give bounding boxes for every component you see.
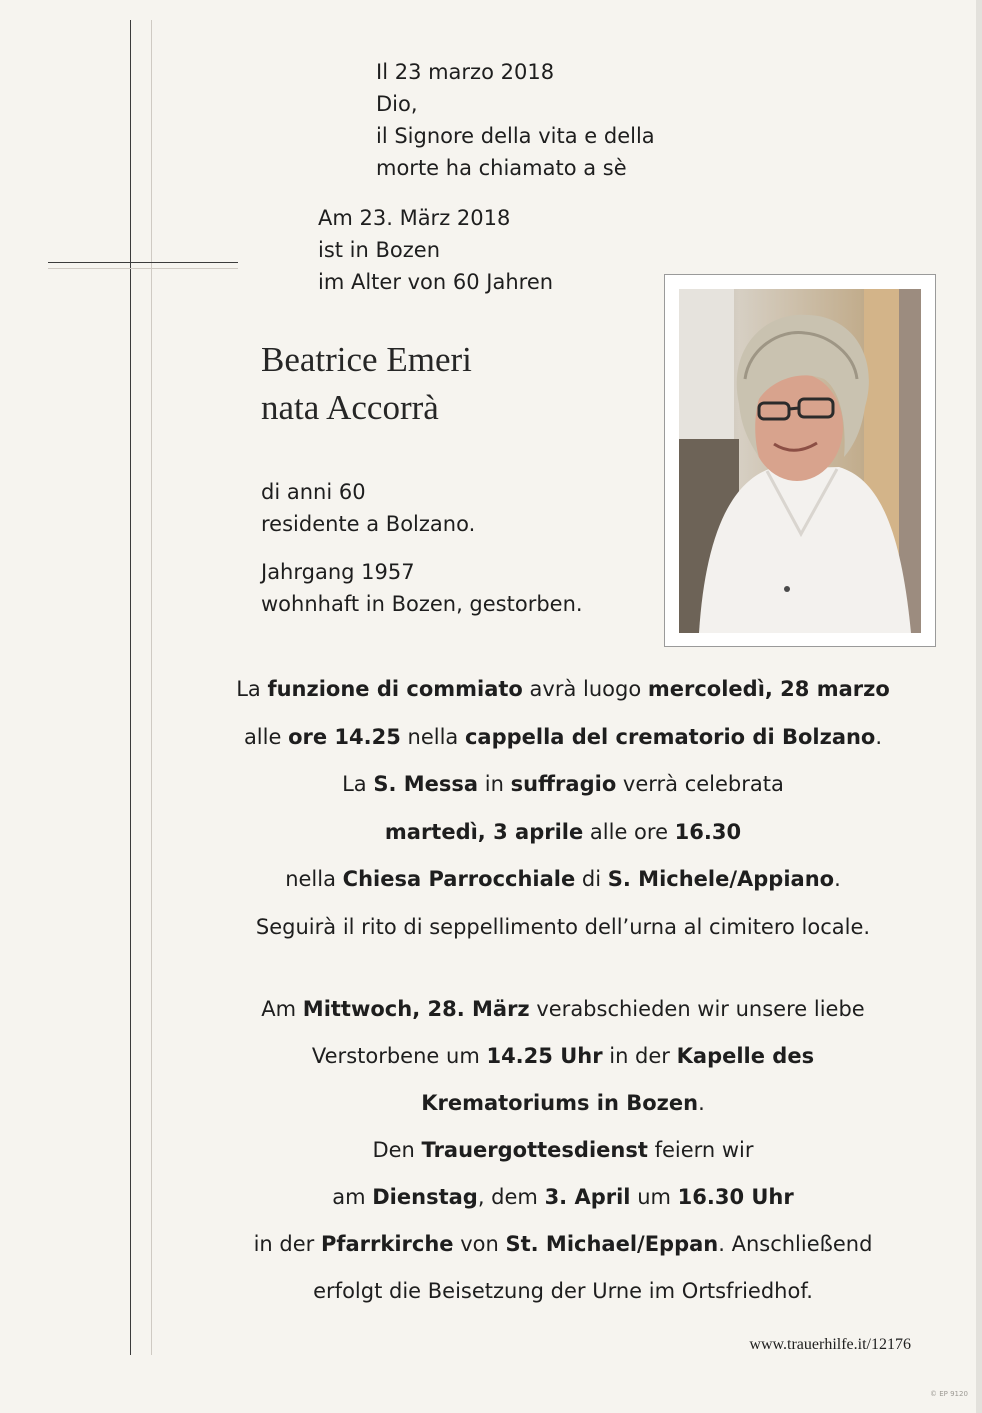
cross-vertical-bar: [130, 20, 152, 1355]
intro-de-line: im Alter von 60 Jahren: [318, 270, 554, 294]
page-edge: [976, 0, 982, 1413]
german-service-text: [150, 986, 976, 1315]
italian-line: La S. Messa in suffragio verrà celebrata: [342, 772, 784, 796]
italian-line: La funzione di commiato avrà luogo mercoledì, 28 marzo: [236, 677, 890, 701]
info-german: [261, 556, 583, 620]
portrait-photo: [679, 289, 921, 633]
intro-german: [318, 202, 553, 298]
german-line: Den Trauergottesdienst feiern wir: [372, 1138, 754, 1162]
info-italian: [261, 476, 475, 540]
intro-de-line: ist in Bozen: [318, 238, 441, 262]
website-url: www.trauerhilfe.it/12176: [749, 1336, 911, 1353]
italian-service-text: [150, 666, 976, 951]
german-line: erfolgt die Beisetzung der Urne im Ortsfriedhof.: [313, 1279, 813, 1303]
italian-line: nella Chiesa Parrocchiale di S. Michele/Appiano.: [285, 867, 841, 891]
name-line: Beatrice Emeri: [261, 340, 472, 379]
intro-it-line: Il 23 marzo 2018: [376, 60, 555, 84]
italian-line: alle ore 14.25 nella cappella del crematorio di Bolzano.: [243, 724, 883, 749]
info-it-line: di anni 60: [261, 480, 366, 504]
german-line: in der Pfarrkirche von St. Michael/Eppan. Anschließend: [253, 1232, 873, 1256]
german-line: Krematoriums in Bozen.: [421, 1091, 705, 1115]
german-line: Verstorbene um 14.25 Uhr in der Kapelle des: [311, 1044, 815, 1068]
info-de-line: Jahrgang 1957: [261, 560, 415, 584]
intro-italian: [376, 56, 655, 184]
cross-horizontal-bar: [48, 262, 238, 269]
italian-line: Seguirà il rito di seppellimento dell’urna al cimitero locale.: [255, 914, 871, 939]
info-de-line: wohnhaft in Bozen, gestorben.: [261, 592, 583, 616]
maiden-name-line: nata Accorrà: [261, 388, 439, 427]
info-it-line: residente a Bolzano.: [261, 512, 476, 536]
intro-it-line: Dio,: [376, 92, 418, 116]
german-line: am Dienstag, dem 3. April um 16.30 Uhr: [332, 1185, 794, 1209]
intro-it-line: morte ha chiamato a sè: [376, 156, 627, 180]
italian-line: martedì, 3 aprile alle ore 16.30: [384, 819, 742, 844]
german-line: Am Mittwoch, 28. März verabschieden wir unsere liebe: [261, 997, 865, 1021]
intro-de-line: Am 23. März 2018: [318, 206, 511, 230]
intro-it-line: il Signore della vita e della: [376, 124, 655, 148]
deceased-name: [261, 336, 472, 432]
print-code: © EP 9120: [930, 1390, 968, 1398]
portrait-photo-frame: [664, 274, 936, 647]
